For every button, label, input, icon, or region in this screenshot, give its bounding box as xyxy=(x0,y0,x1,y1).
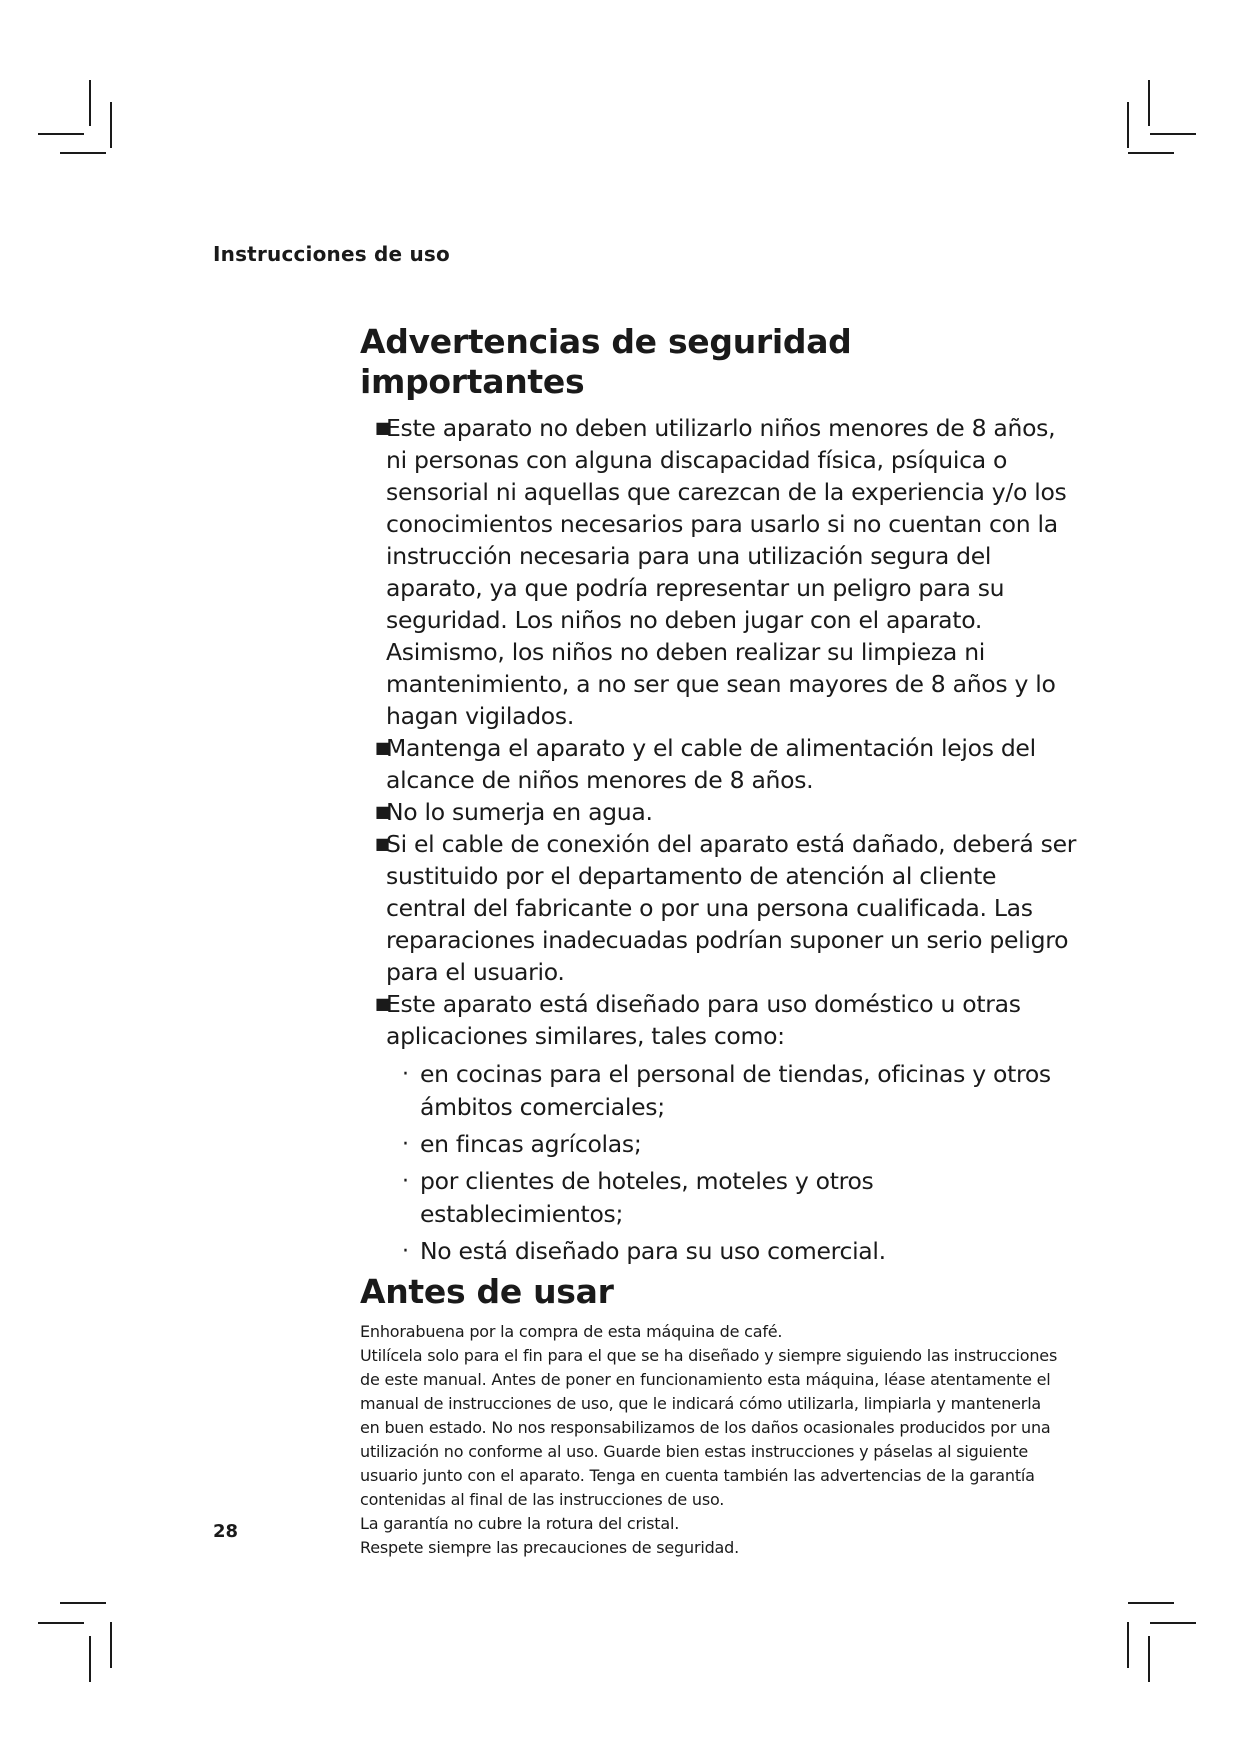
sub-list-item xyxy=(402,1165,1080,1231)
crop-mark xyxy=(1150,1622,1196,1624)
list-item xyxy=(375,732,1080,796)
crop-mark xyxy=(1127,1622,1129,1668)
crop-mark xyxy=(1148,80,1150,126)
sub-list-item-text: No está diseñado para su uso comercial. xyxy=(420,1237,886,1265)
crop-mark xyxy=(1128,152,1174,154)
crop-mark xyxy=(1148,1636,1150,1682)
square-bullet-icon: ■ xyxy=(375,994,390,1013)
crop-mark xyxy=(38,133,84,135)
list-item-text: Mantenga el aparato y el cable de alimentación lejos del alcance de niños menores de 8 años. xyxy=(386,734,1036,794)
sub-list-item-text: en fincas agrícolas; xyxy=(420,1130,642,1158)
running-header: Instrucciones de uso xyxy=(213,242,450,266)
crop-mark xyxy=(60,1602,106,1604)
before-use-title: Antes de usar xyxy=(360,1272,614,1311)
crop-mark xyxy=(1127,102,1129,148)
crop-mark xyxy=(60,152,106,154)
square-bullet-icon: ■ xyxy=(375,834,390,853)
list-item xyxy=(375,796,1080,828)
sub-list-item xyxy=(402,1128,1080,1161)
dot-bullet-icon: · xyxy=(402,1062,409,1087)
crop-mark xyxy=(89,1636,91,1682)
dot-bullet-icon: · xyxy=(402,1239,409,1264)
sub-list-item xyxy=(402,1058,1080,1124)
list-item-text: No lo sumerja en agua. xyxy=(386,798,653,826)
crop-mark xyxy=(1128,1602,1174,1604)
body-paragraph: Respete siempre las precauciones de seguridad. xyxy=(360,1538,739,1557)
square-bullet-icon: ■ xyxy=(375,802,390,821)
crop-mark xyxy=(110,1622,112,1668)
safety-warnings-list xyxy=(360,412,1080,1052)
crop-mark xyxy=(89,80,91,126)
list-item-text: Este aparato no deben utilizarlo niños menores de 8 años, ni personas con alguna discapacidad física, psíquica o sensorial ni aquellas que carezcan de la experiencia y/o los conocimientos necesarios para usarlo si no cuentan con la instrucción necesaria para una utilización segura del aparato, ya que podría representar un peligro para su seguridad. Los niños no deben jugar con el aparato. Asimismo, los niños no deben realizar su limpieza ni mantenimiento, a no ser que sean mayores de 8 años y lo hagan vigilados. xyxy=(386,414,1067,730)
list-item-text: Este aparato está diseñado para uso doméstico u otras aplicaciones similares, tales como: xyxy=(386,990,1021,1050)
sub-list-item xyxy=(402,1235,1080,1268)
body-paragraph: Enhorabuena por la compra de esta máquina de café. xyxy=(360,1322,783,1341)
list-item-text: Si el cable de conexión del aparato está dañado, deberá ser sustituido por el departamento de atención al cliente central del fabricante o por una persona cualificada. Las reparaciones inadecuadas podrían suponer un serio peligro para el usuario. xyxy=(386,830,1077,986)
body-paragraph: La garantía no cubre la rotura del cristal. xyxy=(360,1514,680,1533)
before-use-body xyxy=(360,1320,1060,1560)
crop-mark xyxy=(38,1622,84,1624)
square-bullet-icon: ■ xyxy=(375,738,390,757)
list-item xyxy=(375,412,1080,732)
crop-mark xyxy=(1150,133,1196,135)
crop-mark xyxy=(110,102,112,148)
sub-list-item-text: por clientes de hoteles, moteles y otros establecimientos; xyxy=(420,1167,874,1228)
main-content xyxy=(360,322,1080,1560)
page-number: 28 xyxy=(213,1521,239,1542)
square-bullet-icon: ■ xyxy=(375,418,390,437)
sub-list-item-text: en cocinas para el personal de tiendas, oficinas y otros ámbitos comerciales; xyxy=(420,1060,1051,1121)
usage-examples-list xyxy=(402,1058,1080,1268)
body-paragraph: Utilícela solo para el fin para el que se ha diseñado y siempre siguiendo las instrucciones de este manual. Antes de poner en funcionamiento esta máquina, léase atentamente el manual de instrucciones de uso, que le indicará cómo utilizarla, limpiarla y mantenerla en buen estado. No nos responsabilizamos de los daños ocasionales producidos por una utilización no conforme al uso. Guarde bien estas instrucciones y páselas al siguiente usuario junto con el aparato. Tenga en cuenta también las advertencias de la garantía contenidas al final de las instrucciones de uso. xyxy=(360,1346,1058,1509)
safety-warnings-title: Advertencias de seguridad importantes xyxy=(360,322,852,401)
list-item xyxy=(375,988,1080,1052)
dot-bullet-icon: · xyxy=(402,1132,409,1157)
dot-bullet-icon: · xyxy=(402,1169,409,1194)
list-item xyxy=(375,828,1080,988)
